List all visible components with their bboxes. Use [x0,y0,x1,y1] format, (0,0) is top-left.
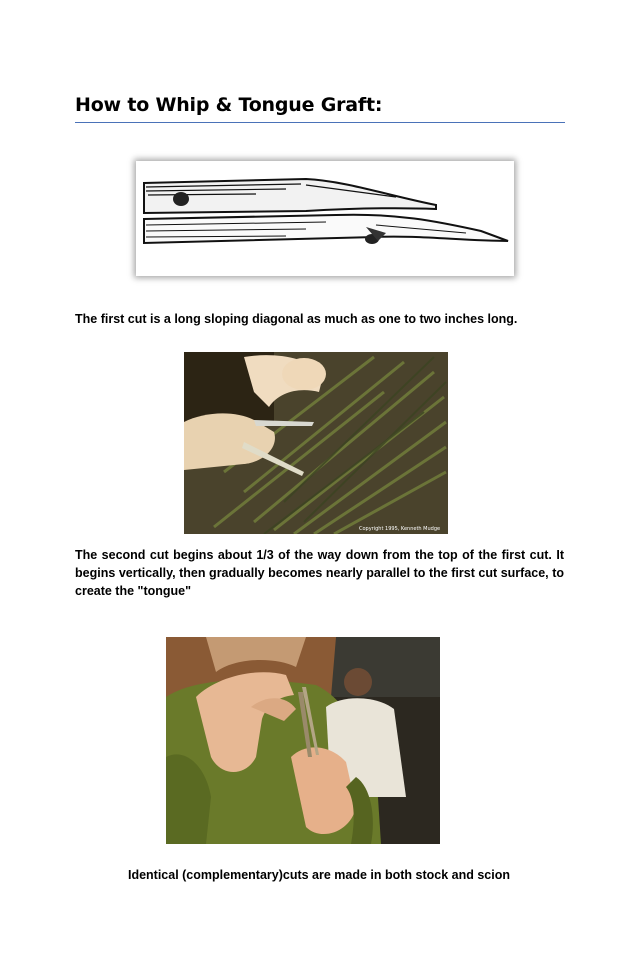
paragraph-second-cut: The second cut begins about 1/3 of the way down from the top of the first cut. It begins vertically, then gradually becomes nearly parallel to the first cut surface, to create the "tongue" [75,548,564,598]
paragraph-first-cut: The first cut is a long sloping diagonal as much as one to two inches long. [75,312,518,326]
page-title: How to Whip & Tongue Graft: [75,94,383,116]
photo-copyright: Copyright 1995, Kenneth Mudge [359,526,441,532]
caption-complementary-cuts: Identical (complementary)cuts are made in both stock and scion [127,868,511,882]
title-underline [75,122,565,123]
complementary-cuts-photo [166,637,440,844]
whip-cut-diagram [136,161,514,276]
cutting-photo [184,352,448,534]
